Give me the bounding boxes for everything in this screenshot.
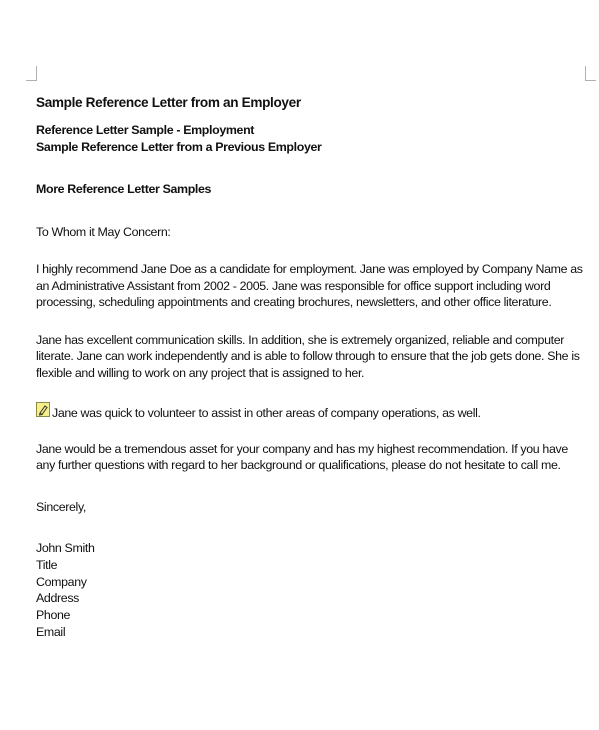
subtitle-employment: Reference Letter Sample - Employment [36,123,255,137]
subtitle-previous-employer: Sample Reference Letter from a Previous Employer [36,139,322,154]
signature-phone: Phone [36,608,71,623]
sticky-note-icon[interactable] [36,402,50,417]
more-samples-heading: More Reference Letter Samples [36,182,212,196]
paragraph-employment: I highly recommend Jane Doe as a candidate for employment. Jane was employed by Company Name as an Administrative Assistant from 2002 - 2005. Jane was responsible for office support including word processing, scheduling appointments and creating brochures, newsletters, and other office literature. [36,262,583,309]
page-corner-mark-right [585,66,596,81]
signature-company: Company [36,574,87,589]
signature-title: Title [36,557,58,572]
letter-title: Sample Reference Letter from an Employer [36,95,301,110]
signature-email: Email [36,624,66,639]
paragraph-skills: Jane has excellent communication skills. In addition, she is extremely organized, reliable and computer literate. Jane can work independently and is able to follow through to ensure that the job gets done. She is flexible and willing to work on any project that is assigned to her. [36,332,580,380]
paragraph-recommendation: Jane would be a tremendous asset for your company and has my highest recommendation. If you have any further questions with regard to her background or qualifications, please do not hesitate to call me. [36,441,568,472]
letter-content [36,94,584,641]
signature-address: Address [36,591,80,606]
paragraph-volunteer-row [36,405,584,422]
closing: Sincerely, [36,499,86,514]
signature-name: John Smith [36,541,95,555]
paragraph-volunteer: Jane was quick to volunteer to assist in other areas of company operations, as well. [52,406,481,420]
page-corner-mark-left [26,66,37,81]
salutation: To Whom it May Concern: [36,224,171,239]
signature-block [36,540,584,641]
